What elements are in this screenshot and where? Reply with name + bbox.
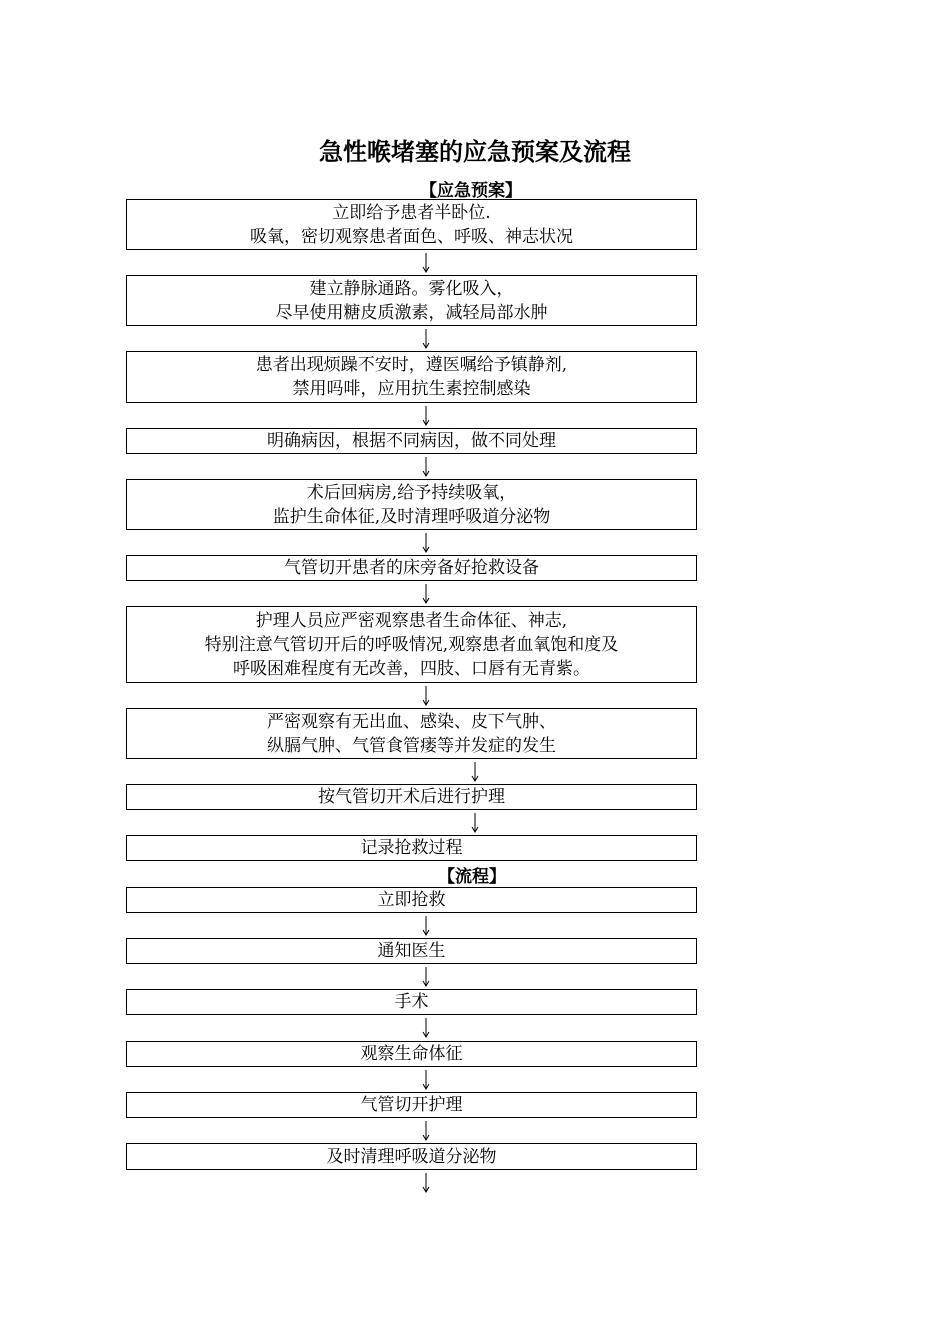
step-text: 气管切开患者的床旁备好抢救设备 bbox=[284, 558, 539, 578]
step-text: 护理人员应严密观察患者生命体征、神志, bbox=[255, 610, 568, 631]
section-heading-plan: 【应急预案】 bbox=[420, 181, 522, 201]
down-arrow-icon bbox=[421, 1172, 431, 1194]
step-text: 按气管切开术后进行护理 bbox=[318, 787, 505, 807]
plan-step-4 bbox=[126, 428, 697, 454]
down-arrow-icon bbox=[421, 966, 431, 988]
step-text: 严密观察有无出血、感染、皮下气肿、 bbox=[267, 711, 556, 732]
step-text: 手术 bbox=[394, 992, 429, 1012]
down-arrow-icon bbox=[470, 761, 480, 783]
step-text: 患者出现烦躁不安时，遵医嘱给予镇静剂, bbox=[255, 355, 568, 375]
step-text: 立即抢救 bbox=[377, 890, 446, 910]
flow-step-1 bbox=[126, 887, 697, 913]
flow-step-3 bbox=[126, 989, 697, 1015]
plan-step-6 bbox=[126, 555, 697, 581]
step-text: 纵膈气肿、气管食管瘘等并发症的发生 bbox=[267, 735, 556, 756]
step-text: 立即给予患者半卧位. bbox=[332, 202, 491, 223]
step-text: 吸氧，密切观察患者面色、呼吸、神志状况 bbox=[250, 226, 573, 247]
down-arrow-icon bbox=[421, 1069, 431, 1091]
plan-step-9 bbox=[126, 784, 697, 810]
down-arrow-icon bbox=[421, 456, 431, 478]
flow-step-4 bbox=[126, 1041, 697, 1067]
page-title: 急性喉堵塞的应急预案及流程 bbox=[319, 138, 631, 166]
down-arrow-icon bbox=[421, 915, 431, 937]
step-text: 观察生命体征 bbox=[360, 1044, 463, 1064]
down-arrow-icon bbox=[470, 812, 480, 834]
plan-step-2 bbox=[126, 275, 697, 326]
down-arrow-icon bbox=[421, 252, 431, 274]
plan-step-5 bbox=[126, 479, 697, 530]
down-arrow-icon bbox=[421, 328, 431, 350]
step-text: 通知医生 bbox=[377, 941, 446, 961]
flow-step-5 bbox=[126, 1092, 697, 1118]
section-heading-flow: 【流程】 bbox=[438, 867, 506, 887]
step-text: 特别注意气管切开后的呼吸情况,观察患者血氧饱和度及 bbox=[204, 634, 619, 655]
step-text: 明确病因，根据不同病因，做不同处理 bbox=[267, 431, 556, 451]
down-arrow-icon bbox=[421, 532, 431, 554]
step-text: 监护生命体征,及时清理呼吸道分泌物 bbox=[272, 506, 551, 527]
step-text: 气管切开护理 bbox=[360, 1095, 463, 1115]
flow-step-2 bbox=[126, 938, 697, 964]
down-arrow-icon bbox=[421, 405, 431, 427]
step-text: 术后回病房,给予持续吸氧， bbox=[306, 482, 517, 503]
plan-step-8 bbox=[126, 708, 697, 759]
plan-step-7 bbox=[126, 606, 697, 683]
down-arrow-icon bbox=[421, 583, 431, 605]
down-arrow-icon bbox=[421, 1120, 431, 1142]
step-text: 及时清理呼吸道分泌物 bbox=[326, 1146, 497, 1167]
step-text: 记录抢救过程 bbox=[360, 838, 463, 858]
step-text: 尽早使用糖皮质激素，减轻局部水肿 bbox=[275, 302, 548, 323]
step-text: 呼吸困难程度有无改善，四肢、口唇有无青紫。 bbox=[233, 658, 590, 679]
down-arrow-icon bbox=[421, 685, 431, 707]
plan-step-10 bbox=[126, 835, 697, 861]
flow-step-6 bbox=[126, 1143, 697, 1170]
plan-step-1 bbox=[126, 199, 697, 250]
down-arrow-icon bbox=[421, 1017, 431, 1039]
step-text: 禁用吗啡，应用抗生素控制感染 bbox=[292, 379, 531, 399]
step-text: 建立静脉通路。雾化吸入， bbox=[309, 278, 514, 299]
plan-step-3 bbox=[126, 351, 697, 403]
